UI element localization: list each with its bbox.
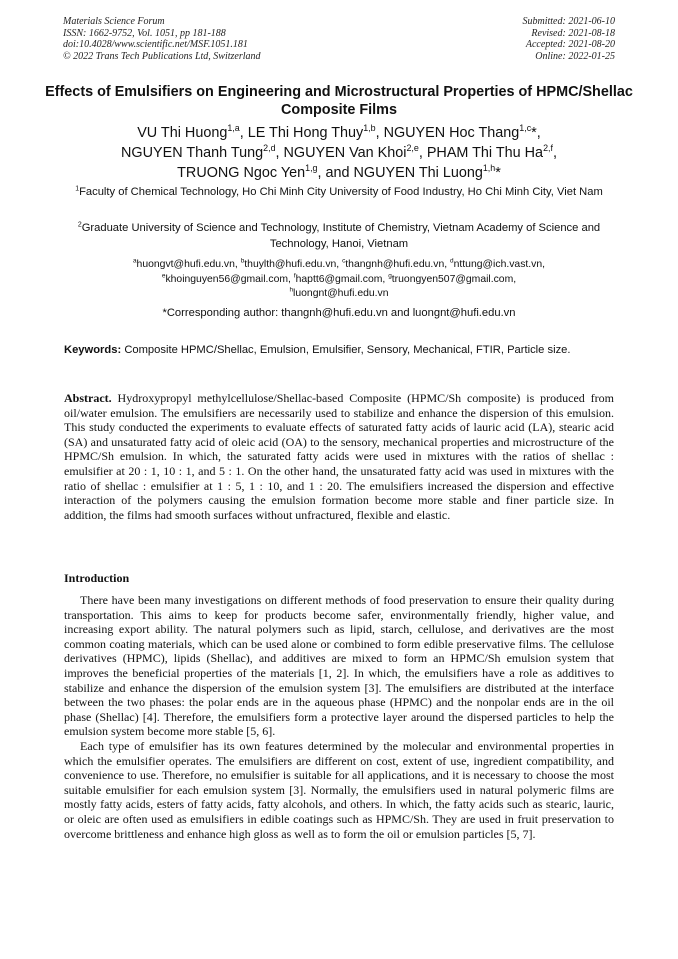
author: NGUYEN Hoc Thang$^{1,c}$*, [383,123,541,141]
affiliation-1: $^1$Faculty of Chemical Technology, Ho Chi Minh City University of Food Industry, Ho Chi Minh City, Viet Nam [75,185,603,198]
journal-copyright: © 2022 Trans Tech Publications Ltd, Switzerland [63,50,261,62]
date-accepted: Accepted: 2021-08-20 [525,39,615,51]
paragraph: There have been many investigations on different methods of food preservation to ensure their quality during transportation. This aims to keep for products become safer, environmentally friendly, higher value, and increasing export ability. The natural polymers such as lipid, starch, cellulose, and derivatives are the most common coating materials, which can be used alone or combined to form edible preservative films. The cellulose derivatives (HPMC), lipids (Shellac), and additives are mixed to form an HPMC/Sh emulsion system that improves the beneficial properties of the materials [1, 2]. In which, the emulsifiers have a role as additives to stabilize and enhance the dispersion of the emulsion system [3]. The emulsifiers are distributed at the interface between the two phases: the polar ends are in the aqueous phase (HPMC) and the nonpolar ends are in the oil phase (Shellac) [4]. Therefore, the emulsifiers form a protective layer around the dispersed particles to help the emulsion system become more stable [5, 6]. [64,593,614,739]
date-online: Online: 2022-01-25 [535,50,615,62]
author: NGUYEN Van Khoi$^{2,e}$, [283,143,427,161]
journal-doi: doi:10.4028/www.scientific.net/MSF.1051.181 [63,39,248,51]
author-list [40,123,638,183]
email: $^c$thangnh@hufi.edu.vn, [342,257,451,270]
section-heading-introduction: Introduction [64,571,130,585]
email: $^g$truongyen507@gmail.com, [388,272,517,285]
journal-header [63,16,261,62]
affiliation-2: $^2$Graduate University of Science and Technology, Institute of Chemistry, Vietnam Academy of Science and Technology, Hanoi, Vietnam [77,221,601,250]
email: $^b$thuylth@hufi.edu.vn, [240,257,343,270]
corresponding-author: *Corresponding author: thangnh@hufi.edu.vn and luongnt@hufi.edu.vn [162,307,516,319]
journal-name: Materials Science Forum [63,16,165,27]
paragraph: Each type of emulsifier has its own features determined by the molecular and environmental properties in which the emulsifier operates. The emulsifiers are different on cost, extent of use, ingredient compatibility, and convenience to use. Therefore, no emulsifier is suitable for all applications, and it is necessary to choose the most suitable emulsifier for each emulsion system [3]. Normally, the emulsifiers used in natural polymeric films are mostly fatty acids, esters of fatty acids, fatty alcohols, and others. In which, the fatty acids such as stearic, lauric, or oleic are often used as emulsifiers in edible coatings such as HPMC/Sh. They are used in fruit preservation to overcome brittleness and enhance high gloss as well as to form the oil or emulsion particles [5, 7]. [64,738,614,841]
paper-title: Effects of Emulsifiers on Engineering and Microstructural Properties of HPMC/Shellac Composite Films [45,84,633,118]
email: $^e$khoinguyen56@gmail.com, [161,272,294,285]
email: $^a$huongvt@hufi.edu.vn, [132,257,241,270]
author: TRUONG Ngoc Yen$^{1,g}$, and [177,163,354,181]
abstract-text: Hydroxypropyl methylcellulose/Shellac-based Composite (HPMC/Sh composite) is produced from oil/water emulsion. The emulsifiers are necessarily used to stabilize and enhance the dispersion of this emulsion. This study conducted the experiments to evaluate effects of saturated fatty acids of lauric acid (LA), stearic acid (SA) and unsaturated fatty acid of oleic acid (OA) to the sensory, mechanical properties and microstructure of the HPMC/Sh emulsion. In which, the saturated fatty acids were used in mixtures with the ratios of shellac : emulsifier at 20 : 1, 10 : 1, and 5 : 1. On the other hand, the unsaturated fatty acid was used in mixtures with the ratio of shellac : emulsifier at 1 : 5, 1 : 10, and 1 : 20. The emulsifiers increased the dispersion and effective interaction of the polymers causing the emulsion formation become more stable and finer particle size. In addition, the films had smooth surfaces without unfractured, flexible and elastic. [64,391,615,522]
email: $^f$haptt6@gmail.com, [293,272,389,285]
abstract-label: Abstract. [64,391,112,405]
author: LE Thi Hong Thuy$^{1,b}$, [247,123,384,141]
keywords-text: Composite HPMC/Shellac, Emulsion, Emulsifier, Sensory, Mechanical, FTIR, Particle size. [124,344,571,356]
keywords-label: Keywords: [64,344,122,356]
journal-issn: ISSN: 1662-9752, Vol. 1051, pp 181-188 [63,27,226,39]
author: NGUYEN Thi Luong$^{1,h}$* [353,163,501,181]
abstract [64,391,614,522]
author: VU Thi Huong$^{1,a}$, [137,123,248,141]
author-emails [60,258,618,302]
email: $^d$nttung@ich.vast.vn, [450,257,546,270]
author: PHAM Thi Thu Ha$^{2,f}$, [426,143,557,161]
date-revised: Revised: 2021-08-18 [531,27,615,39]
keywords [64,343,614,358]
email: $^h$luongnt@hufi.edu.vn [289,286,389,299]
date-submitted: Submitted: 2021-06-10 [522,16,615,27]
author: NGUYEN Thanh Tung$^{2,d}$, [121,143,284,161]
submission-dates [523,16,616,62]
introduction-body [64,593,614,841]
